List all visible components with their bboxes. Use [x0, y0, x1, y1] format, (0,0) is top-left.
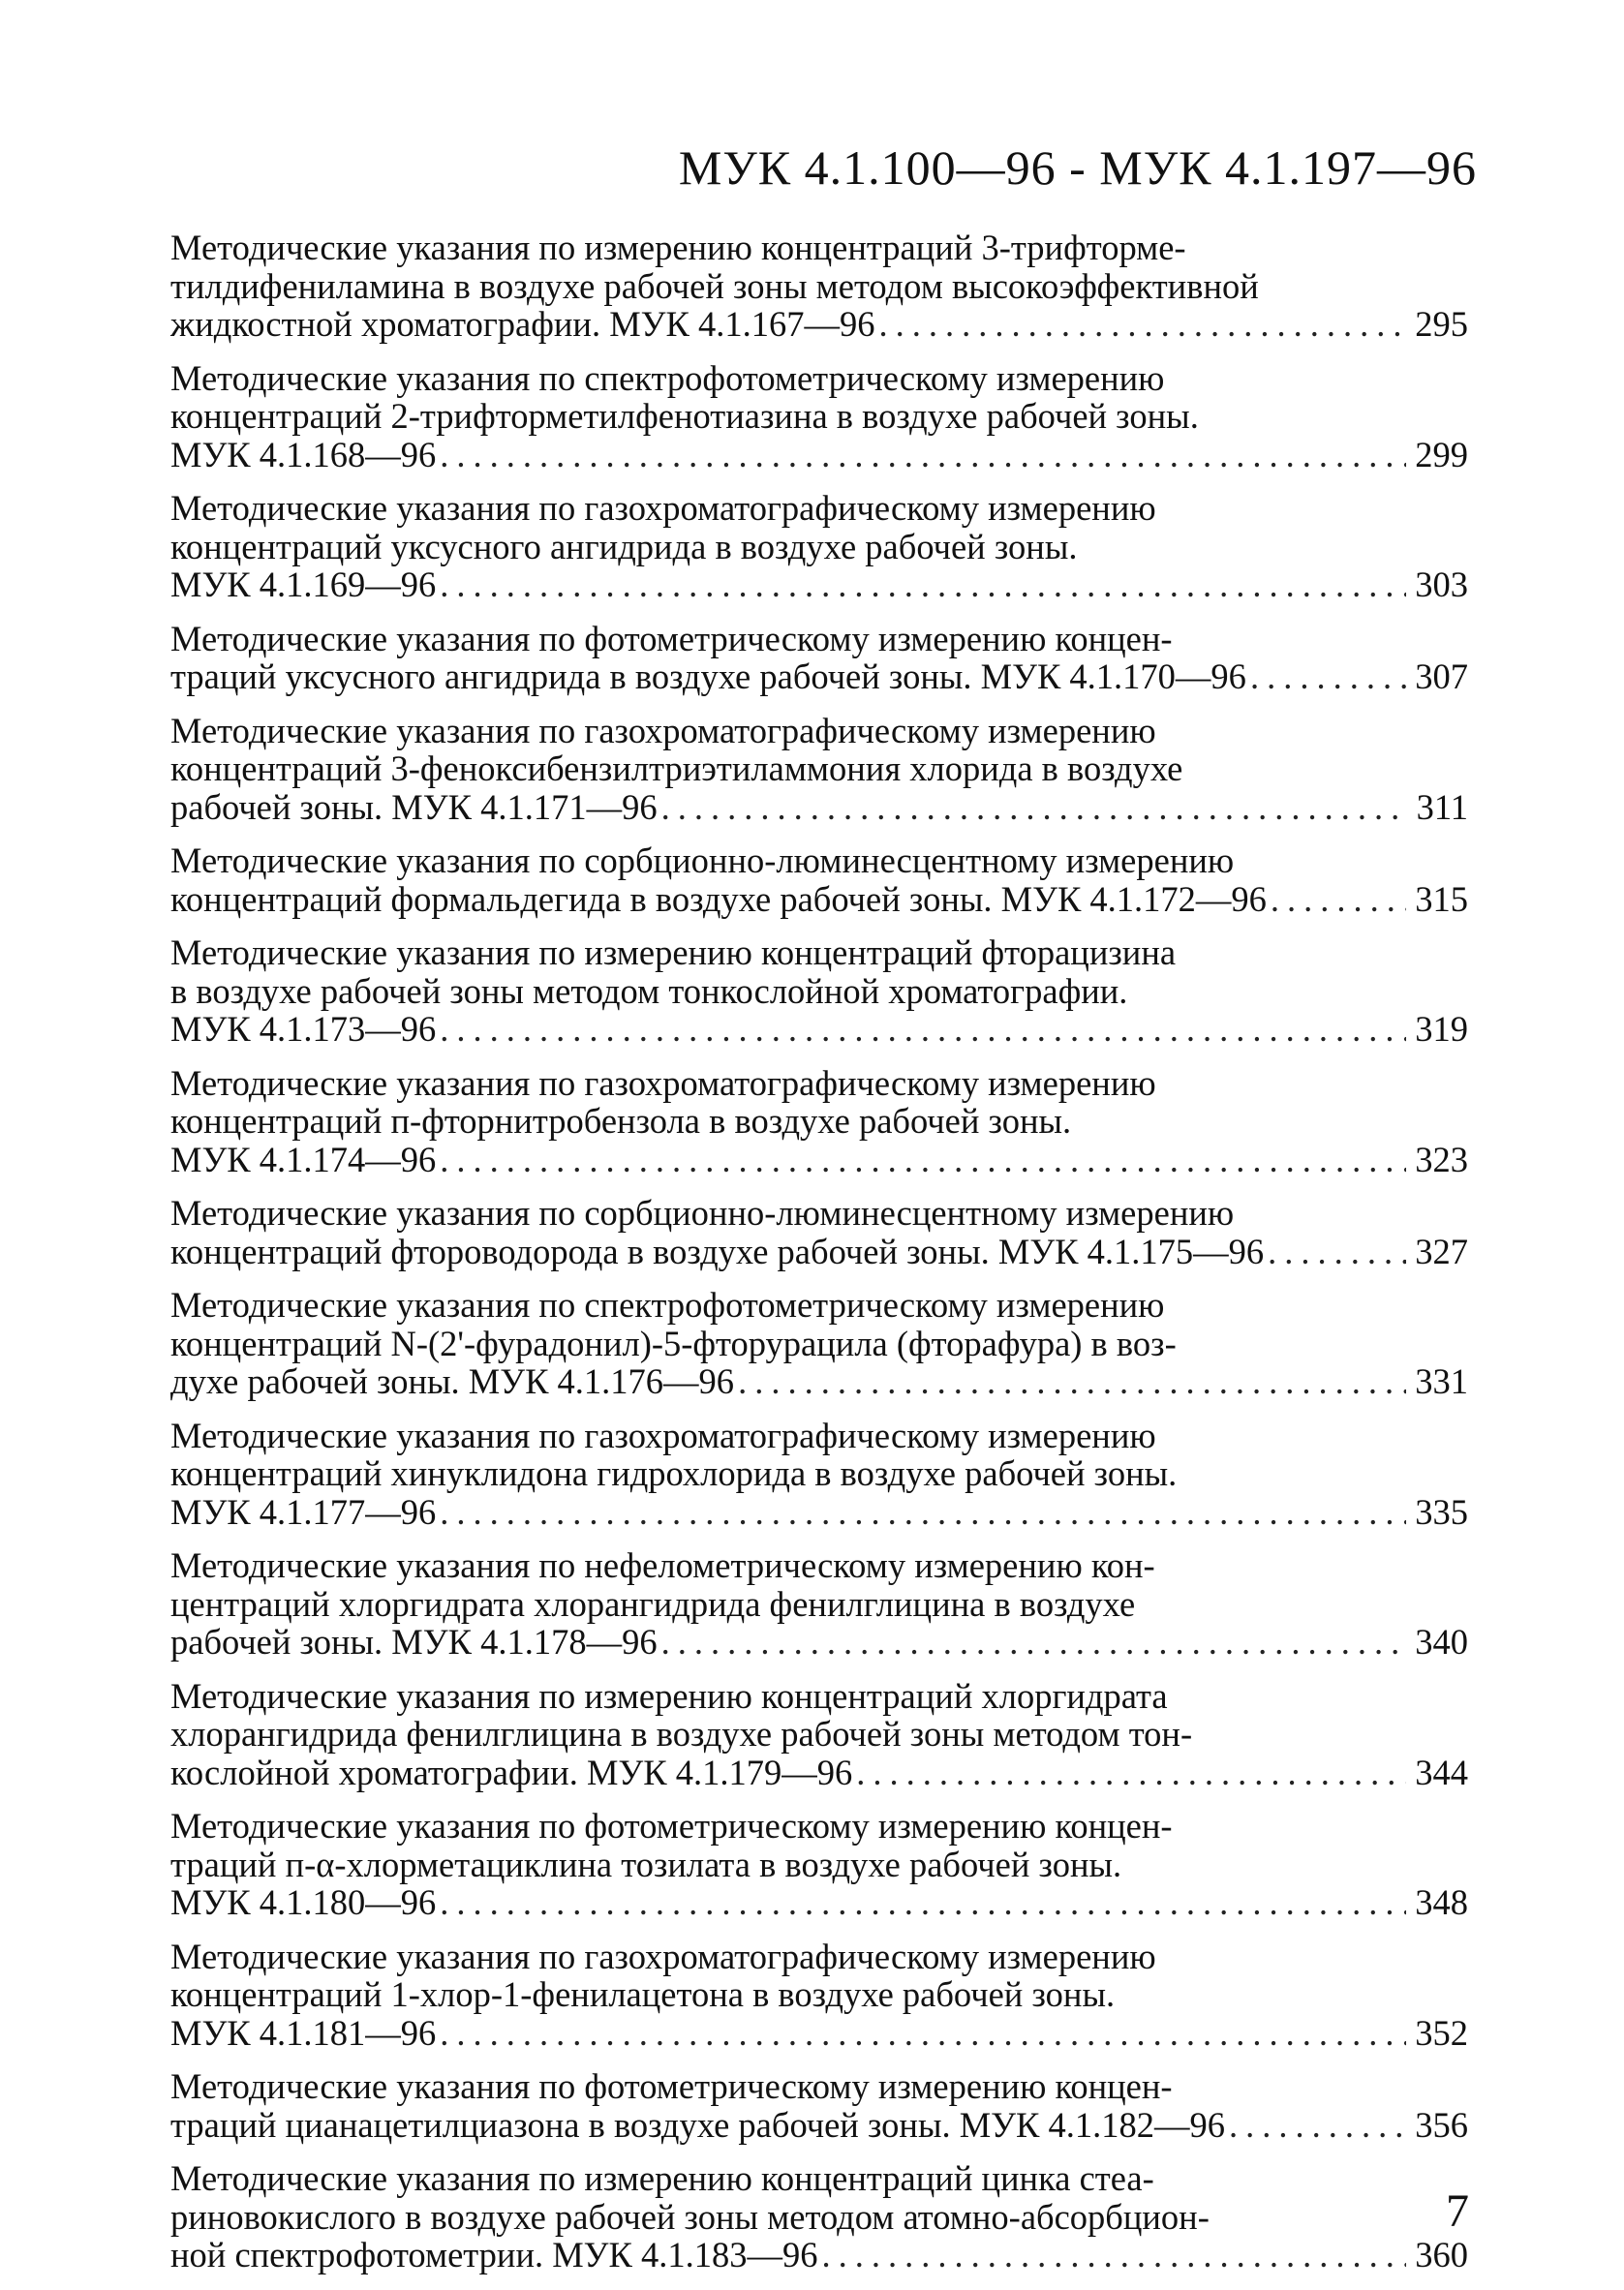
toc-page-number: 335 [1415, 1491, 1468, 1532]
dot-leader [440, 436, 1406, 474]
dot-leader [440, 1883, 1406, 1922]
toc-page-number: 311 [1416, 786, 1468, 827]
toc-entry-title-end: концентраций фтороводорода в воздухе рабочей зоны. МУК 4.1.175—96 [170, 1231, 1265, 1271]
toc-entry-title-end: МУК 4.1.169—96 [170, 565, 437, 604]
toc-entry-line: Методические указания по фотометрическому измерению концен- [170, 1806, 1173, 1846]
toc-entry-title-end: МУК 4.1.173—96 [170, 1009, 437, 1049]
toc-entry-last-line [170, 1883, 1468, 1922]
toc-entry-line: Методические указания по спектрофотометрическому измерению [170, 357, 1165, 398]
toc-entry-line: Методические указания по измерению концентраций хлоргидрата [170, 1675, 1168, 1716]
page-number: 7 [1446, 2185, 1469, 2237]
toc-entry-line: хлорангидрида фенилглицина в воздухе рабочей зоны методом тон- [170, 1714, 1193, 1754]
toc-entry-last-line [170, 788, 1468, 827]
toc-entry-last-line [170, 1754, 1468, 1792]
toc-entry [170, 2159, 1468, 2275]
toc-entry-line: концентраций п-фторнитробензола в воздухе рабочей зоны. [170, 1101, 1072, 1141]
dot-leader [822, 2236, 1407, 2275]
toc-entry-line: Методические указания по сорбционно-люминесцентному измерению [170, 840, 1235, 880]
toc-entry-last-line [170, 2236, 1468, 2275]
toc-entry-title-end: траций цианацетилциазона в воздухе рабочей зоны. МУК 4.1.182—96 [170, 2104, 1225, 2145]
toc-entry-line: Методические указания по спектрофотометрическому измерению [170, 1285, 1165, 1325]
toc-entry-line: центраций хлоргидрата хлорангидрида фенилглицина в воздухе [170, 1583, 1136, 1624]
dot-leader [440, 565, 1406, 604]
toc-entry-line: Методические указания по нефелометрическому измерению кон- [170, 1545, 1155, 1585]
toc-entry-title-end: МУК 4.1.181—96 [170, 2012, 437, 2053]
toc-entry-line: концентраций уксусного ангидрида в воздухе рабочей зоны. [170, 526, 1078, 566]
toc-entry-line: Методические указания по измерению концентраций фторацизина [170, 932, 1177, 972]
dot-leader [1271, 880, 1406, 919]
toc-entry-line: Методические указания по фотометрическому измерению концен- [170, 2066, 1173, 2106]
toc-entry-last-line [170, 880, 1468, 919]
toc-entry-last-line [170, 1623, 1468, 1662]
dot-leader [1250, 657, 1406, 696]
dot-leader [661, 788, 1406, 827]
toc-entry-line: Методические указания по газохроматографическому измерению [170, 488, 1156, 528]
table-of-contents [170, 229, 1468, 2290]
toc-page-number: 315 [1415, 878, 1468, 919]
toc-entry [170, 712, 1468, 827]
toc-entry-title-end: МУК 4.1.168—96 [170, 434, 437, 474]
page-header: МУК 4.1.100—96 - МУК 4.1.197—96 [678, 140, 1477, 195]
toc-entry [170, 359, 1468, 474]
toc-entry [170, 229, 1468, 344]
toc-entry [170, 1807, 1468, 1922]
toc-entry-line: концентраций 3-феноксибензилтриэтиламмония хлорида в воздухе [170, 748, 1183, 788]
toc-page-number: 299 [1415, 434, 1468, 474]
dot-leader [879, 305, 1407, 344]
toc-entry-last-line [170, 565, 1468, 604]
toc-entry [170, 841, 1468, 918]
toc-page-number: 323 [1415, 1139, 1468, 1179]
toc-entry [170, 2067, 1468, 2144]
toc-entry-line: концентраций N-(2'-фурадонил)-5-фторурацила (фторафура) в воз- [170, 1323, 1177, 1363]
toc-entry-title-end: МУК 4.1.177—96 [170, 1491, 437, 1532]
toc-entry-line: траций п-α-хлорметациклина тозилата в воздухе рабочей зоны. [170, 1844, 1122, 1884]
toc-page-number: 360 [1415, 2235, 1468, 2275]
toc-entry-last-line [170, 1233, 1468, 1271]
dot-leader [440, 1010, 1406, 1049]
toc-entry [170, 1677, 1468, 1792]
dot-leader [661, 1623, 1406, 1662]
toc-entry-line: Методические указания по газохроматографическому измерению [170, 710, 1156, 750]
toc-entry-title-end: кослойной хроматографии. МУК 4.1.179—96 [170, 1752, 853, 1792]
toc-entry-line: концентраций 2-трифторметилфенотиазина в воздухе рабочей зоны. [170, 396, 1199, 436]
toc-entry-last-line [170, 1362, 1468, 1401]
toc-entry-title-end: МУК 4.1.180—96 [170, 1882, 437, 1922]
toc-entry-last-line [170, 436, 1468, 474]
toc-entry-title-end: концентраций формальдегида в воздухе рабочей зоны. МУК 4.1.172—96 [170, 878, 1267, 919]
toc-entry-title-end: МУК 4.1.174—96 [170, 1139, 437, 1179]
toc-page-number: 352 [1415, 2012, 1468, 2053]
toc-entry-line: Методические указания по измерению концентраций 3-трифторме- [170, 228, 1186, 267]
toc-entry-line: Методические указания по сорбционно-люминесцентному измерению [170, 1193, 1235, 1233]
toc-entry-last-line [170, 1493, 1468, 1532]
dot-leader [738, 1362, 1406, 1401]
toc-page-number: 295 [1415, 304, 1468, 344]
toc-entry-title-end: рабочей зоны. МУК 4.1.178—96 [170, 1622, 658, 1662]
toc-entry-last-line [170, 1141, 1468, 1179]
toc-entry [170, 1286, 1468, 1401]
toc-entry-last-line [170, 657, 1468, 696]
toc-entry [170, 1938, 1468, 2053]
toc-page-number: 348 [1415, 1882, 1468, 1922]
toc-entry-line: Методические указания по газохроматографическому измерению [170, 1415, 1156, 1455]
toc-entry-line: тилдифениламина в воздухе рабочей зоны методом высокоэффективной [170, 265, 1259, 306]
toc-entry-last-line [170, 305, 1468, 344]
dot-leader [440, 2014, 1406, 2053]
toc-entry-line: концентраций 1-хлор-1-фенилацетона в воздухе рабочей зоны. [170, 1974, 1116, 2014]
toc-page-number: 327 [1415, 1231, 1468, 1271]
toc-page-number: 340 [1415, 1622, 1468, 1662]
toc-entry-title-end: траций уксусного ангидрида в воздухе рабочей зоны. МУК 4.1.170—96 [170, 656, 1246, 696]
dot-leader [1268, 1233, 1406, 1271]
toc-entry-title-end: рабочей зоны. МУК 4.1.171—96 [170, 786, 658, 827]
toc-page-number: 307 [1415, 656, 1468, 696]
toc-entry [170, 620, 1468, 696]
toc-page-number: 356 [1415, 2104, 1468, 2145]
toc-entry-title-end: жидкостной хроматографии. МУК 4.1.167—96 [170, 304, 875, 344]
toc-entry [170, 1064, 1468, 1179]
toc-entry-line: риновокислого в воздухе рабочей зоны методом атомно-абсорбцион- [170, 2196, 1210, 2237]
toc-entry-line: Методические указания по измерению концентраций цинка стеа- [170, 2158, 1154, 2198]
toc-entry-title-end: ной спектрофотометрии. МУК 4.1.183—96 [170, 2235, 818, 2275]
toc-entry-last-line [170, 1010, 1468, 1049]
dot-leader [856, 1754, 1406, 1792]
toc-page-number: 331 [1415, 1361, 1468, 1401]
toc-entry-last-line [170, 2106, 1468, 2145]
toc-entry-line: в воздухе рабочей зоны методом тонкослойной хроматографии. [170, 970, 1128, 1011]
toc-entry [170, 1194, 1468, 1270]
toc-entry-line: Методические указания по фотометрическому измерению концен- [170, 618, 1173, 658]
dot-leader [1229, 2106, 1406, 2145]
toc-entry [170, 1417, 1468, 1532]
toc-entry-line: концентраций хинуклидона гидрохлорида в воздухе рабочей зоны. [170, 1453, 1178, 1493]
toc-entry-line: Методические указания по газохроматографическому измерению [170, 1936, 1156, 1976]
toc-entry [170, 1546, 1468, 1662]
dot-leader [440, 1493, 1406, 1532]
toc-page-number: 303 [1415, 565, 1468, 604]
toc-entry [170, 933, 1468, 1049]
toc-entry-line: Методические указания по газохроматографическому измерению [170, 1062, 1156, 1103]
toc-entry-last-line [170, 2014, 1468, 2053]
toc-entry [170, 489, 1468, 604]
toc-page-number: 344 [1415, 1752, 1468, 1792]
dot-leader [440, 1141, 1406, 1179]
toc-entry-title-end: духе рабочей зоны. МУК 4.1.176—96 [170, 1361, 735, 1401]
toc-page-number: 319 [1415, 1009, 1468, 1049]
